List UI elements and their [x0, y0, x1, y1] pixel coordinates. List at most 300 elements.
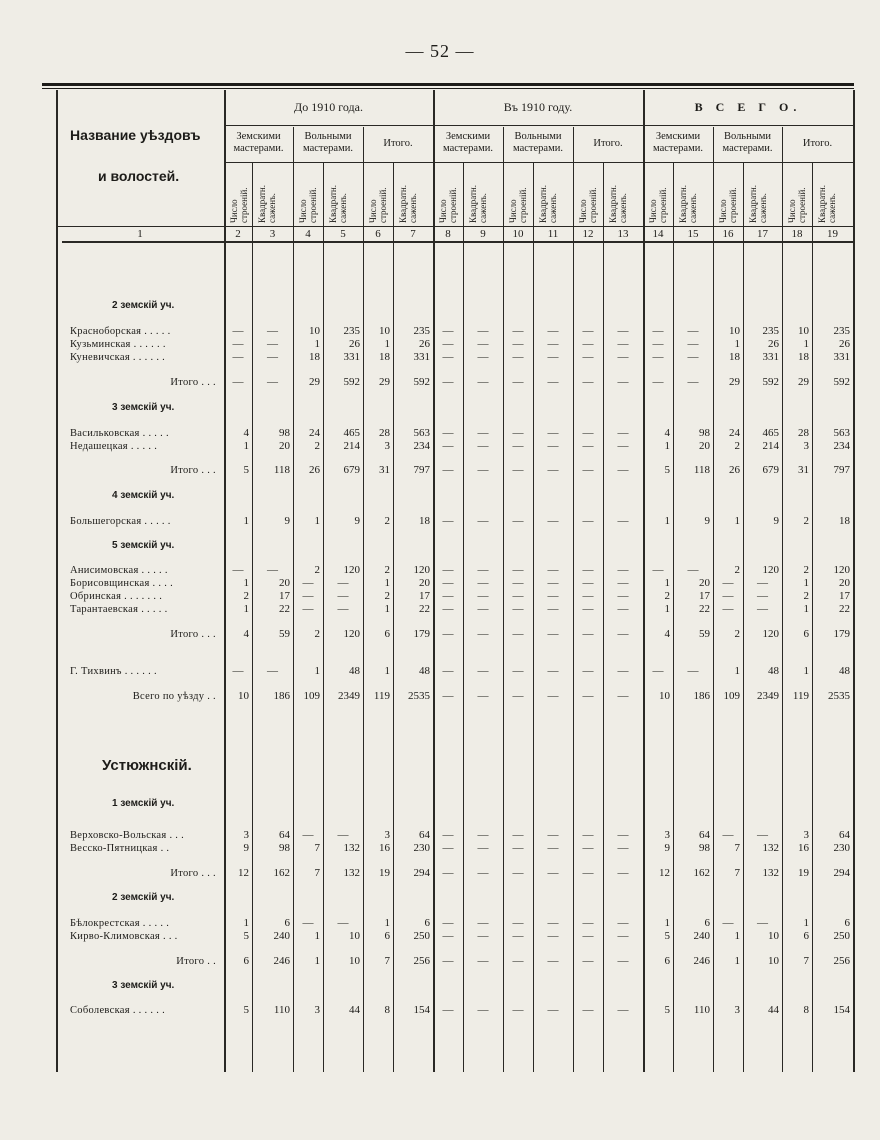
data-cell: 592 [343, 376, 360, 388]
data-cell: 64 [279, 829, 290, 841]
data-cell: 235 [833, 325, 850, 337]
data-cell: 20 [839, 577, 850, 589]
data-cell: 563 [413, 427, 430, 439]
data-cell: — [652, 351, 664, 363]
data-cell: 2 [314, 564, 320, 576]
data-cell: 1 [314, 930, 320, 942]
data-cell: — [232, 376, 244, 388]
data-cell: — [617, 665, 629, 677]
data-cell: — [477, 351, 489, 363]
data-cell: 6 [284, 917, 290, 929]
data-cell: — [617, 690, 629, 702]
data-cell: 10 [729, 325, 740, 337]
data-cell: — [477, 917, 489, 929]
total-row [0, 464, 880, 477]
data-cell: — [512, 564, 524, 576]
data-cell: 3 [664, 829, 670, 841]
data-cell: 26 [349, 338, 360, 350]
data-cell: 592 [413, 376, 430, 388]
data-cell: — [757, 603, 768, 615]
data-cell: 1 [384, 603, 390, 615]
data-cell: — [512, 376, 524, 388]
data-cell: 1 [664, 917, 670, 929]
data-cell: — [687, 351, 699, 363]
data-cell: — [582, 590, 594, 602]
data-cell: — [617, 515, 629, 527]
data-cell: 7 [314, 842, 320, 854]
data-cell: — [582, 325, 594, 337]
table-row [0, 590, 880, 603]
data-cell: 18 [798, 351, 809, 363]
data-cell: 4 [243, 427, 249, 439]
data-cell: — [477, 338, 489, 350]
data-cell: — [652, 564, 664, 576]
data-cell: — [652, 325, 664, 337]
data-cell: — [617, 917, 629, 929]
data-cell: 26 [729, 464, 740, 476]
data-cell: 5 [664, 930, 670, 942]
data-cell: 2 [384, 590, 390, 602]
data-cell: 10 [349, 955, 360, 967]
column-number: 10 [512, 228, 524, 240]
data-cell: 12 [238, 867, 249, 879]
data-cell: 2 [803, 590, 809, 602]
header-bottom-rule [56, 226, 853, 227]
data-cell: 132 [343, 842, 360, 854]
table-row [0, 665, 880, 678]
building-count-column-header: Число строеній. [438, 187, 458, 223]
data-cell: 294 [413, 867, 430, 879]
data-cell: 1 [243, 917, 249, 929]
data-cell: — [547, 351, 559, 363]
data-cell: — [337, 590, 349, 602]
volost-name: Соболевская . . . . . . [70, 1005, 165, 1016]
volost-name: Красноборская . . . . . [70, 326, 171, 337]
data-cell: — [442, 427, 454, 439]
data-cell: — [512, 829, 524, 841]
data-cell: — [442, 325, 454, 337]
data-cell: 8 [384, 1004, 390, 1016]
data-cell: 294 [833, 867, 850, 879]
square-sazhen-column-header: Квадратн. саженъ. [678, 185, 698, 223]
data-cell: — [617, 351, 629, 363]
data-cell: — [652, 665, 664, 677]
data-cell: — [582, 564, 594, 576]
data-cell: — [302, 577, 314, 589]
data-cell: — [442, 590, 454, 602]
table-row [0, 1004, 880, 1017]
volost-name: Куневичская . . . . . . [70, 352, 166, 363]
column-number: 18 [791, 228, 803, 240]
data-cell: — [232, 351, 244, 363]
data-cell: — [442, 603, 454, 615]
data-cell: 10 [309, 325, 320, 337]
data-cell: 2 [803, 564, 809, 576]
data-cell: — [442, 665, 454, 677]
data-cell: — [442, 577, 454, 589]
data-cell: 120 [833, 564, 850, 576]
column-number: 6 [375, 228, 381, 240]
data-cell: 2 [243, 590, 249, 602]
data-cell: 10 [659, 690, 670, 702]
data-cell: 250 [833, 930, 850, 942]
column-number: 3 [269, 228, 276, 240]
column-number: 12 [582, 228, 594, 240]
data-cell: — [582, 829, 594, 841]
data-cell: 109 [303, 690, 320, 702]
data-cell: — [512, 628, 524, 640]
data-cell: 119 [373, 690, 390, 702]
data-cell: 331 [413, 351, 430, 363]
data-cell: 234 [413, 440, 430, 452]
column-number: 13 [617, 228, 629, 240]
data-cell: — [687, 376, 699, 388]
data-cell: 64 [839, 829, 850, 841]
data-cell: 6 [384, 628, 390, 640]
craftsmen-subgroup-header: Итого. [802, 138, 833, 149]
data-cell: 256 [833, 955, 850, 967]
data-cell: — [582, 603, 594, 615]
data-cell: 3 [734, 1004, 740, 1016]
data-cell: — [547, 464, 559, 476]
data-cell: — [442, 690, 454, 702]
data-cell: — [547, 917, 559, 929]
volost-name: Итого . . . [170, 868, 216, 879]
data-cell: 235 [413, 325, 430, 337]
data-cell: — [582, 930, 594, 942]
data-cell: — [617, 829, 629, 841]
data-cell: 120 [762, 564, 779, 576]
data-cell: — [757, 577, 768, 589]
data-cell: 6 [384, 930, 390, 942]
column-number: 2 [235, 228, 241, 240]
data-cell: — [442, 564, 454, 576]
data-cell: 234 [833, 440, 850, 452]
data-cell: 5 [243, 930, 249, 942]
data-cell: 1 [243, 515, 249, 527]
data-cell: — [617, 376, 629, 388]
data-cell: — [582, 842, 594, 854]
data-cell: — [512, 351, 524, 363]
data-cell: 4 [664, 628, 670, 640]
data-cell: 246 [693, 955, 710, 967]
square-sazhen-column-header: Квадратн. саженъ. [538, 185, 558, 223]
craftsmen-subgroup-header: Итого. [593, 138, 623, 149]
data-cell: 154 [833, 1004, 850, 1016]
data-cell: 186 [693, 690, 710, 702]
data-cell: 1 [243, 603, 249, 615]
data-cell: — [547, 1004, 559, 1016]
data-cell: — [582, 917, 594, 929]
data-cell: — [582, 867, 594, 879]
data-cell: 797 [833, 464, 850, 476]
data-cell: — [547, 376, 559, 388]
data-cell: 3 [314, 1004, 320, 1016]
section-heading: 3 земскій уч. [112, 980, 175, 991]
data-cell: 18 [379, 351, 390, 363]
data-cell: 797 [413, 464, 430, 476]
data-cell: 10 [379, 325, 390, 337]
column-number: 11 [547, 228, 559, 240]
data-cell: — [267, 351, 278, 363]
volost-name: Борисовщинская . . . . [70, 578, 174, 589]
data-cell: — [547, 842, 559, 854]
total-row [0, 955, 880, 968]
data-cell: 31 [379, 464, 390, 476]
data-cell: 17 [419, 590, 430, 602]
data-cell: 20 [699, 577, 710, 589]
data-cell: — [512, 665, 524, 677]
data-cell: 9 [664, 842, 670, 854]
data-cell: 110 [693, 1004, 710, 1016]
data-cell: — [757, 829, 768, 841]
data-cell: 119 [792, 690, 809, 702]
data-cell: 1 [664, 603, 670, 615]
column-number: 9 [480, 228, 486, 240]
period-group-header: В С Е Г О. [694, 100, 802, 114]
data-cell: — [442, 628, 454, 640]
data-cell: 214 [343, 440, 360, 452]
data-cell: 2 [384, 515, 390, 527]
data-cell: 10 [768, 955, 779, 967]
data-cell: — [687, 665, 699, 677]
square-sazhen-column-header: Квадратн. саженъ. [817, 185, 837, 223]
data-cell: 7 [734, 842, 740, 854]
data-cell: 22 [699, 603, 710, 615]
data-cell: 26 [768, 338, 779, 350]
data-cell: — [547, 690, 559, 702]
data-cell: 592 [833, 376, 850, 388]
data-cell: — [547, 590, 559, 602]
data-cell: — [722, 577, 734, 589]
building-count-column-header: Число строеній. [787, 187, 807, 223]
data-cell: 98 [699, 427, 710, 439]
data-cell: 7 [803, 955, 809, 967]
data-cell: — [512, 427, 524, 439]
data-cell: — [442, 930, 454, 942]
data-cell: 6 [803, 628, 809, 640]
data-cell: — [582, 1004, 594, 1016]
data-cell: — [477, 376, 489, 388]
data-cell: 6 [664, 955, 670, 967]
data-cell: — [477, 577, 489, 589]
column-number: 5 [340, 228, 346, 240]
data-cell: 563 [833, 427, 850, 439]
building-count-column-header: Число строеній. [508, 187, 528, 223]
data-cell: — [547, 564, 559, 576]
craftsmen-subgroup-header: Вольными мастерами. [303, 131, 353, 154]
data-cell: — [302, 829, 314, 841]
craftsmen-subgroup-header: Вольными мастерами. [722, 131, 773, 154]
square-sazhen-column-header: Квадратн. саженъ. [257, 185, 277, 223]
data-cell: 48 [349, 665, 360, 677]
data-cell: 1 [734, 665, 740, 677]
district-heading: Устюжнскій. [102, 757, 192, 774]
data-cell: 2349 [338, 690, 360, 702]
data-cell: 1 [243, 577, 249, 589]
header-subgroup-rule [224, 162, 853, 163]
data-cell: 331 [833, 351, 850, 363]
data-cell: — [267, 376, 278, 388]
data-cell: — [547, 577, 559, 589]
total-row [0, 867, 880, 880]
data-cell: — [477, 464, 489, 476]
table-row [0, 338, 880, 351]
data-cell: 1 [314, 338, 320, 350]
data-cell: — [512, 867, 524, 879]
data-cell: 26 [839, 338, 850, 350]
data-cell: 64 [419, 829, 430, 841]
building-count-column-header: Число строеній. [578, 187, 598, 223]
data-cell: — [302, 603, 314, 615]
data-cell: 1 [664, 440, 670, 452]
column-number: 14 [652, 228, 664, 240]
data-cell: 1 [734, 338, 740, 350]
data-cell: — [267, 325, 278, 337]
data-cell: — [512, 955, 524, 967]
data-cell: — [512, 842, 524, 854]
total-row [0, 628, 880, 641]
data-cell: 179 [833, 628, 850, 640]
data-cell: 5 [664, 1004, 670, 1016]
data-cell: — [477, 628, 489, 640]
data-cell: 1 [734, 930, 740, 942]
data-cell: — [547, 440, 559, 452]
data-cell: 4 [664, 427, 670, 439]
data-cell: 5 [243, 1004, 249, 1016]
table-row [0, 427, 880, 440]
data-cell: 28 [798, 427, 809, 439]
data-cell: — [722, 590, 734, 602]
data-cell: 29 [379, 376, 390, 388]
volost-name: Итого . . . [170, 377, 216, 388]
data-cell: — [442, 829, 454, 841]
data-cell: 24 [729, 427, 740, 439]
data-cell: 29 [798, 376, 809, 388]
data-cell: — [757, 917, 768, 929]
data-cell: 18 [839, 515, 850, 527]
data-cell: — [477, 1004, 489, 1016]
data-cell: 1 [803, 577, 809, 589]
data-cell: 9 [284, 515, 290, 527]
data-cell: 679 [343, 464, 360, 476]
header-group-rule [224, 125, 853, 126]
volost-name: Кузьминская . . . . . . [70, 339, 166, 350]
data-cell: — [722, 603, 734, 615]
volost-name: Недашецкая . . . . . [70, 441, 158, 452]
data-cell: — [547, 628, 559, 640]
data-cell: 1 [734, 955, 740, 967]
data-cell: 6 [704, 917, 710, 929]
data-cell: 22 [419, 603, 430, 615]
data-cell: 18 [729, 351, 740, 363]
data-cell: 1 [734, 515, 740, 527]
table-row [0, 917, 880, 930]
craftsmen-subgroup-header: Земскими мастерами. [653, 131, 703, 154]
data-cell: 1 [664, 577, 670, 589]
column-number-rule [62, 241, 853, 243]
data-cell: 1 [803, 917, 809, 929]
data-cell: — [617, 325, 629, 337]
volost-name: Васильковская . . . . . [70, 428, 169, 439]
volost-name: Итого . . [176, 956, 216, 967]
data-cell: — [477, 427, 489, 439]
data-cell: — [512, 577, 524, 589]
data-cell: 1 [664, 515, 670, 527]
data-cell: 214 [762, 440, 779, 452]
data-cell: — [617, 930, 629, 942]
data-cell: 6 [803, 930, 809, 942]
data-cell: 26 [309, 464, 320, 476]
data-cell: 6 [243, 955, 249, 967]
data-cell: — [582, 464, 594, 476]
data-cell: 154 [413, 1004, 430, 1016]
data-cell: 6 [424, 917, 430, 929]
data-cell: — [582, 955, 594, 967]
craftsmen-subgroup-header: Земскими мастерами. [233, 131, 284, 154]
building-count-column-header: Число строеній. [298, 187, 318, 223]
table-row [0, 564, 880, 577]
volost-name: Анисимовская . . . . . [70, 565, 168, 576]
data-cell: — [617, 842, 629, 854]
data-cell: 1 [384, 577, 390, 589]
data-cell: 1 [314, 665, 320, 677]
data-cell: 20 [419, 577, 430, 589]
data-cell: — [512, 590, 524, 602]
data-cell: — [477, 603, 489, 615]
data-cell: 186 [273, 690, 290, 702]
data-cell: 1 [314, 515, 320, 527]
data-cell: 2 [314, 440, 320, 452]
data-cell: — [582, 376, 594, 388]
volost-name: Г. Тихвинъ . . . . . . [70, 666, 157, 677]
data-cell: 132 [762, 842, 779, 854]
data-cell: — [477, 867, 489, 879]
table-row [0, 515, 880, 528]
data-cell: — [512, 930, 524, 942]
data-cell: — [442, 867, 454, 879]
data-cell: — [302, 917, 314, 929]
data-cell: — [442, 376, 454, 388]
data-cell: — [512, 1004, 524, 1016]
data-cell: 64 [699, 829, 710, 841]
data-cell: — [232, 665, 244, 677]
data-cell: — [442, 917, 454, 929]
data-cell: 22 [279, 603, 290, 615]
column-number: 17 [757, 228, 768, 240]
data-cell: 19 [379, 867, 390, 879]
data-cell: 98 [699, 842, 710, 854]
data-cell: 6 [844, 917, 850, 929]
data-cell: 110 [273, 1004, 290, 1016]
data-cell: — [477, 842, 489, 854]
data-cell: 4 [243, 628, 249, 640]
data-cell: 31 [798, 464, 809, 476]
volost-name: Итого . . . [170, 629, 216, 640]
volost-name: Кирво-Климовская . . . [70, 931, 178, 942]
data-cell: 1 [314, 955, 320, 967]
column-number: 16 [722, 228, 734, 240]
data-cell: — [477, 564, 489, 576]
table-row [0, 842, 880, 855]
data-cell: — [547, 867, 559, 879]
data-cell: 98 [279, 842, 290, 854]
data-cell: — [442, 464, 454, 476]
data-cell: 16 [379, 842, 390, 854]
column-number: 8 [445, 228, 451, 240]
data-cell: — [652, 376, 664, 388]
data-cell: — [302, 590, 314, 602]
